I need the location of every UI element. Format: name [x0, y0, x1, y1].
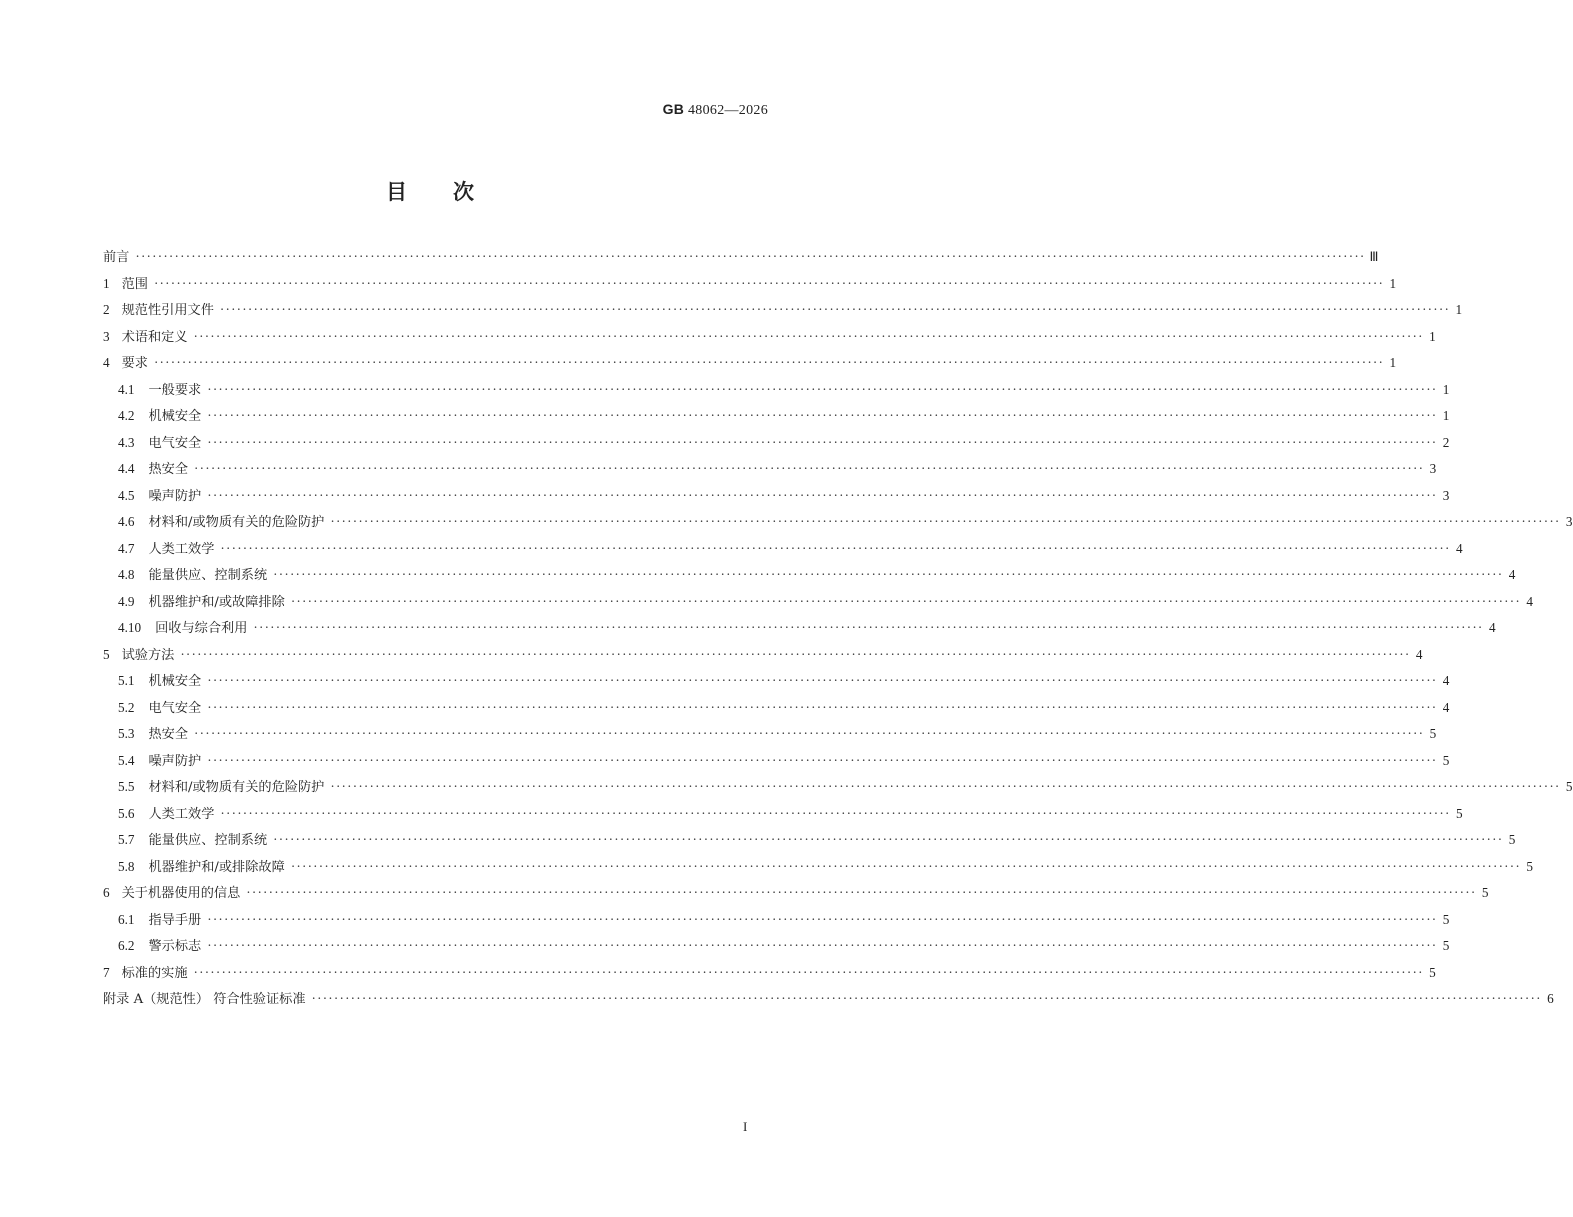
toc-entry-number: 4.10: [118, 620, 142, 635]
toc-entry[interactable]: [103, 509, 1573, 536]
toc-entry-label: 人类工效学: [148, 541, 215, 557]
toc-entry-number: 4: [103, 355, 110, 370]
toc-entry-number: 5.2: [118, 699, 135, 715]
page-number: I: [743, 1119, 748, 1134]
toc-entry[interactable]: [103, 615, 1496, 642]
toc-entry-page: 4: [1415, 646, 1423, 662]
toc-dot-leader: ····························································································································································································································: [220, 540, 1451, 556]
toc-entry-page: 1: [1442, 381, 1450, 397]
toc-entry-number: 6: [103, 885, 110, 900]
toc-entry-page: 6: [1547, 991, 1554, 1006]
toc-entry[interactable]: [103, 854, 1533, 881]
toc-entry-page: 4: [1442, 673, 1450, 688]
toc-entry-number: 4.9: [118, 593, 135, 609]
toc-entry-label: 警示标志: [148, 939, 202, 954]
toc-entry-label: 机器维护和/或故障排除: [148, 594, 285, 610]
toc-entry-label: 规范性引用文件: [121, 303, 214, 318]
toc-entry-page: 3: [1442, 487, 1450, 503]
toc-entry-label: 电气安全: [148, 435, 202, 451]
toc-entry-number: 4.5: [118, 487, 135, 503]
toc-dot-leader: ····························································································································································································································: [290, 858, 1521, 874]
toc-entry[interactable]: [103, 642, 1423, 669]
toc-entry-page: 4: [1488, 620, 1496, 635]
toc-entry-label: 材料和/或物质有关的危险防护: [148, 780, 325, 795]
toc-entry-label: 人类工效学: [148, 806, 215, 822]
toc-entry-number: 5.4: [118, 752, 135, 768]
toc-entry-label: 指导手册: [148, 912, 202, 928]
toc-entry-label: 机械安全: [148, 409, 202, 424]
toc-entry-label: 噪声防护: [148, 488, 202, 504]
toc-entry[interactable]: [103, 562, 1516, 589]
toc-entry-page: 5: [1429, 964, 1436, 980]
toc-dot-leader: ····························································································································································································································: [193, 328, 1424, 344]
toc-entry-number: 2: [103, 302, 110, 317]
toc-entry-label: 热安全: [148, 727, 189, 742]
toc-dot-leader: ····························································································································································································································: [135, 249, 1366, 264]
toc-dot-leader: ····························································································································································································································: [207, 938, 1438, 953]
toc-entry[interactable]: [103, 880, 1489, 907]
toc-entry-page: 5: [1442, 752, 1450, 768]
toc-entry-page: 1: [1389, 355, 1397, 370]
toc-entry[interactable]: [103, 430, 1450, 457]
toc-entry-number: 7: [103, 964, 110, 980]
toc-entry[interactable]: [103, 721, 1437, 748]
page-title: [0, 176, 860, 206]
toc-entry-label: 能量供应、控制系统: [148, 833, 268, 848]
toc-dot-leader: ····························································································································································································································: [219, 302, 1451, 317]
toc-dot-leader: ····························································································································································································································: [194, 726, 1425, 741]
toc-entry-label: 回收与综合利用: [155, 621, 248, 636]
toc-entry-label: 关于机器使用的信息: [121, 886, 241, 901]
toc-entry[interactable]: [103, 827, 1516, 854]
toc-entry-number: 4.7: [118, 540, 135, 556]
toc-entry-number: 4.6: [118, 514, 135, 529]
toc-entry-number: 5.6: [118, 805, 135, 821]
toc-dot-leader: ····························································································································································································································: [180, 646, 1411, 662]
toc-entry-label: 一般要求: [148, 382, 202, 398]
toc-entry-number: 6.2: [118, 938, 135, 953]
standard-code: [663, 101, 768, 119]
toc-entry-page: 3: [1565, 514, 1573, 529]
toc-entry-number: 4.4: [118, 461, 135, 476]
toc-entry-label: 电气安全: [148, 700, 202, 716]
toc-entry[interactable]: [103, 986, 1554, 1013]
toc-entry-page: 5: [1508, 832, 1516, 847]
standard-prefix: GB: [662, 101, 685, 117]
toc-entry-page: 1: [1429, 328, 1436, 344]
toc-entry-number: 1: [103, 275, 110, 291]
toc-entry-number: 5.8: [118, 858, 135, 874]
toc-entry[interactable]: [103, 456, 1437, 483]
toc-entry[interactable]: [103, 350, 1397, 377]
toc-dot-leader: ····························································································································································································································: [273, 567, 1504, 582]
toc-entry-number: 5.3: [118, 726, 135, 741]
toc-dot-leader: ····························································································································································································································: [194, 461, 1425, 476]
toc-dot-leader: ····························································································································································································································: [207, 487, 1438, 503]
toc-entry-page: 4: [1455, 540, 1463, 556]
toc-entry-page: 5: [1526, 858, 1533, 874]
toc-entry-label: 机器维护和/或排除故障: [148, 859, 285, 875]
toc-entry-page: 4: [1442, 699, 1450, 715]
toc-entry-number: 4.1: [118, 381, 135, 397]
toc-dot-leader: ····························································································································································································································: [207, 381, 1438, 397]
toc-dot-leader: ····························································································································································································································: [207, 408, 1438, 423]
toc-dot-leader: ····························································································································································································································: [207, 673, 1438, 688]
toc-entry-label: 要求: [121, 356, 148, 371]
toc-dot-leader: ····························································································································································································································: [207, 434, 1438, 450]
toc-entry-number: 6.1: [118, 911, 135, 927]
toc-entry[interactable]: [103, 297, 1463, 324]
toc-entry-label: 标准的实施: [121, 965, 188, 981]
page-title-char-1: 目: [386, 180, 407, 204]
toc-dot-leader: ····························································································································································································································: [220, 805, 1451, 821]
toc-entry-number: 3: [103, 328, 110, 344]
toc-entry-page: 1: [1455, 302, 1463, 317]
toc-entry[interactable]: [103, 695, 1450, 722]
toc-entry[interactable]: [103, 774, 1573, 801]
table-of-contents: [103, 244, 1573, 1013]
toc-entry-page: 4: [1526, 593, 1533, 609]
toc-entry-page: Ⅲ: [1369, 249, 1379, 264]
toc-entry-label: 术语和定义: [121, 329, 188, 345]
toc-dot-leader: ····························································································································································································································: [207, 752, 1438, 768]
toc-dot-leader: ····························································································································································································································: [153, 355, 1385, 370]
toc-dot-leader: ····························································································································································································································: [153, 275, 1385, 291]
toc-entry-label: 噪声防护: [148, 753, 202, 769]
toc-entry-page: 5: [1455, 805, 1463, 821]
toc-entry-number: 4.8: [118, 567, 135, 582]
toc-entry[interactable]: [103, 483, 1450, 510]
toc-entry-label: 附录 A（规范性） 符合性验证标准: [103, 992, 306, 1007]
toc-entry-number: 4.2: [118, 408, 135, 423]
toc-entry-page: 1: [1389, 275, 1397, 291]
toc-entry-number: 5.1: [118, 673, 135, 688]
standard-number: 48062—2026: [688, 103, 768, 118]
toc-entry-label: 范围: [121, 276, 148, 292]
toc-entry[interactable]: [103, 960, 1436, 987]
toc-entry[interactable]: [103, 403, 1450, 430]
toc-dot-leader: ····························································································································································································································: [330, 514, 1561, 529]
toc-dot-leader: ····························································································································································································································: [193, 964, 1424, 980]
toc-entry-page: 5: [1442, 911, 1450, 927]
toc-entry-page: 5: [1442, 938, 1450, 953]
toc-dot-leader: ····························································································································································································································: [290, 593, 1521, 609]
toc-entry[interactable]: [103, 377, 1450, 404]
toc-dot-leader: ····························································································································································································································: [273, 832, 1504, 847]
toc-entry[interactable]: [103, 244, 1379, 271]
toc-entry[interactable]: [103, 907, 1450, 934]
toc-entry[interactable]: [103, 271, 1397, 298]
toc-entry-label: 材料和/或物质有关的危险防护: [148, 515, 325, 530]
toc-entry[interactable]: [103, 589, 1533, 616]
toc-entry-page: 4: [1508, 567, 1516, 582]
toc-dot-leader: ····························································································································································································································: [207, 911, 1438, 927]
toc-entry[interactable]: [103, 933, 1450, 960]
toc-dot-leader: ····························································································································································································································: [311, 991, 1542, 1006]
toc-dot-leader: ····························································································································································································································: [246, 885, 1477, 900]
toc-entry-page: 2: [1442, 434, 1450, 450]
toc-entry[interactable]: [103, 801, 1463, 828]
toc-entry-label: 前言: [103, 250, 130, 265]
toc-dot-leader: ····························································································································································································································: [253, 620, 1484, 635]
toc-entry-label: 机械安全: [148, 674, 202, 689]
toc-entry-page: 5: [1429, 726, 1437, 741]
toc-entry[interactable]: [103, 748, 1450, 775]
toc-entry-page: 1: [1442, 408, 1450, 423]
toc-entry-number: 5: [103, 646, 110, 662]
toc-dot-leader: ····························································································································································································································: [207, 699, 1438, 715]
toc-entry-label: 试验方法: [121, 647, 175, 663]
toc-dot-leader: ····························································································································································································································: [330, 779, 1561, 794]
toc-entry[interactable]: [103, 324, 1436, 351]
toc-entry[interactable]: [103, 536, 1463, 563]
toc-entry-page: 5: [1481, 885, 1489, 900]
page-title-char-2: 次: [453, 180, 474, 204]
toc-entry-number: 5.5: [118, 779, 135, 794]
toc-entry-page: 5: [1565, 779, 1573, 794]
toc-entry[interactable]: [103, 668, 1450, 695]
toc-entry-page: 3: [1429, 461, 1437, 476]
toc-entry-number: 5.7: [118, 832, 135, 847]
toc-entry-label: 热安全: [148, 462, 189, 477]
toc-entry-label: 能量供应、控制系统: [148, 568, 268, 583]
toc-entry-number: 4.3: [118, 434, 135, 450]
